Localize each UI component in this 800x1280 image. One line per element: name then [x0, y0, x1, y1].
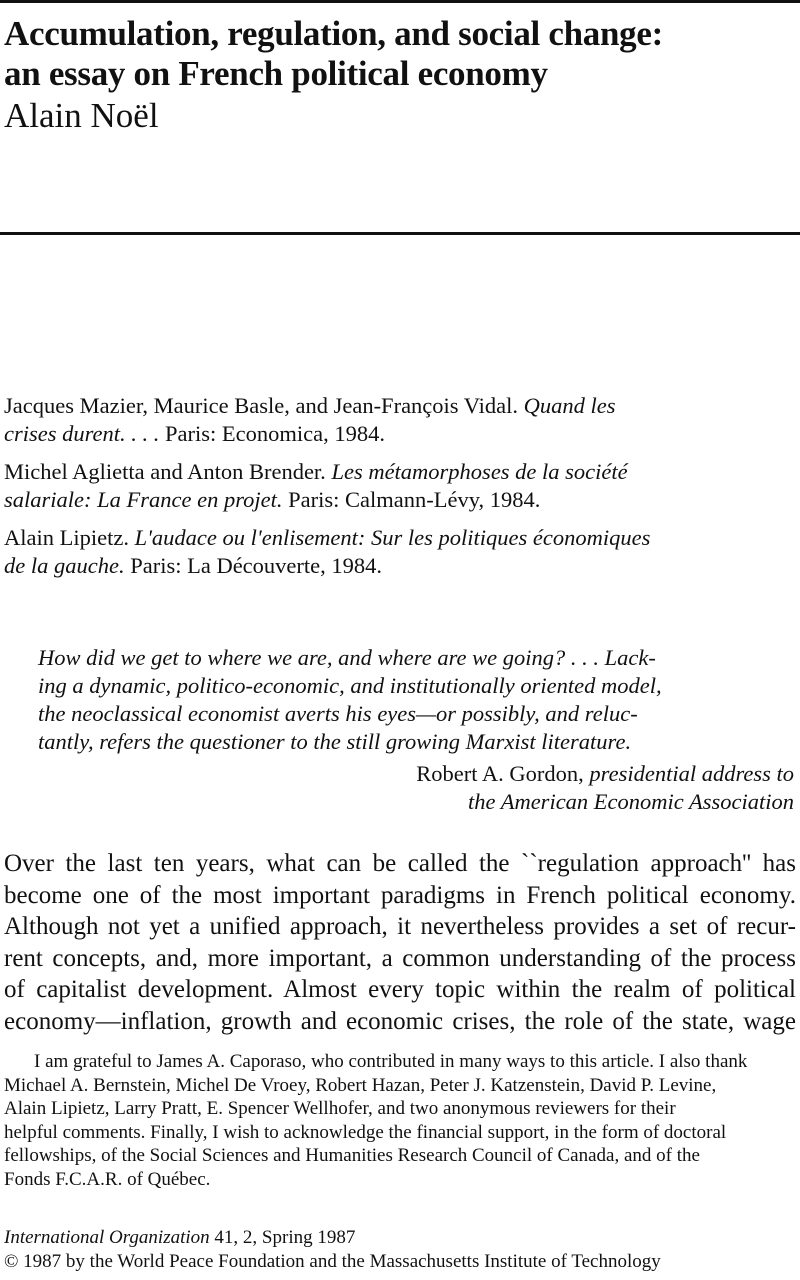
epigraph-line: How did we get to where we are, and where are we going? . . . Lack-: [38, 645, 656, 670]
reference-item: Michel Aglietta and Anton Brender. Les métamorphoses de la société salariale: La France en projet. Paris: Calmann-Lévy, 1984.: [4, 459, 628, 512]
body-text: [4, 848, 796, 1037]
epigraph-line: tantly, refers the questioner to the still growing Marxist literature.: [38, 729, 632, 754]
copyright-line: © 1987 by the World Peace Foundation and the Massachusetts Institute of Technology: [4, 1251, 661, 1272]
body-line: Over the last ten years, what can be called the ``regulation approach'' has: [4, 850, 796, 877]
title-line-1: Accumulation, regulation, and social change:: [4, 14, 663, 53]
body-line: Although not yet a unified approach, it nevertheless provides a set of recur-: [4, 913, 796, 940]
footnote-line: Alain Lipietz, Larry Pratt, E. Spencer Wellhofer, and two anonymous reviewers for their: [4, 1098, 676, 1119]
reference-item: Alain Lipietz. L'audace ou l'enlisement: Sur les politiques économiques de la gauche. Paris: La Découverte, 1984.: [4, 525, 651, 578]
header-rule: [0, 232, 800, 235]
epigraph-quote: [38, 644, 794, 756]
author-name: Alain Noël: [4, 96, 159, 135]
footnote-line: I am grateful to James A. Caporaso, who contributed in many ways to this article. I also thank: [34, 1051, 748, 1072]
acknowledgment-footnote: [4, 1050, 796, 1191]
footnote-line: helpful comments. Finally, I wish to acknowledge the financial support, in the form of doctoral: [4, 1121, 727, 1143]
footnote-line: Fonds F.C.A.R. of Québec.: [4, 1168, 211, 1190]
epigraph-attribution: Robert A. Gordon, presidential address to the American Economic Association: [416, 761, 794, 814]
title-line-2: an essay on French political economy: [4, 54, 548, 93]
footnote-line: Michael A. Bernstein, Michel De Vroey, Robert Hazan, Peter J. Katzenstein, David P. Levine,: [4, 1074, 717, 1096]
body-line: of capitalist development. Almost every topic within the realm of political: [4, 976, 796, 1003]
article-title: [4, 14, 794, 94]
journal-citation: [4, 1226, 661, 1274]
epigraph-line: ing a dynamic, politico-economic, and institutionally oriented model,: [38, 673, 662, 698]
reference-item: Jacques Mazier, Maurice Basle, and Jean-François Vidal. Quand les crises durent. . . . Paris: Economica, 1984.: [4, 393, 616, 446]
body-line: become one of the most important paradigms in French political economy.: [4, 881, 796, 909]
body-line: rent concepts, and, more important, a common understanding of the process: [4, 944, 796, 972]
footnote-line: fellowships, of the Social Sciences and Humanities Research Council of Canada, and of the: [4, 1145, 700, 1166]
reviewed-books: [4, 392, 794, 590]
journal-name: International Organization: [4, 1227, 210, 1248]
top-rule: [0, 0, 800, 3]
journal-issue: 41, 2, Spring 1987: [209, 1227, 356, 1248]
body-line: economy—inflation, growth and economic crises, the role of the state, wage: [4, 1007, 796, 1035]
epigraph-line: the neoclassical economist averts his eyes—or possibly, and reluc-: [38, 701, 638, 726]
